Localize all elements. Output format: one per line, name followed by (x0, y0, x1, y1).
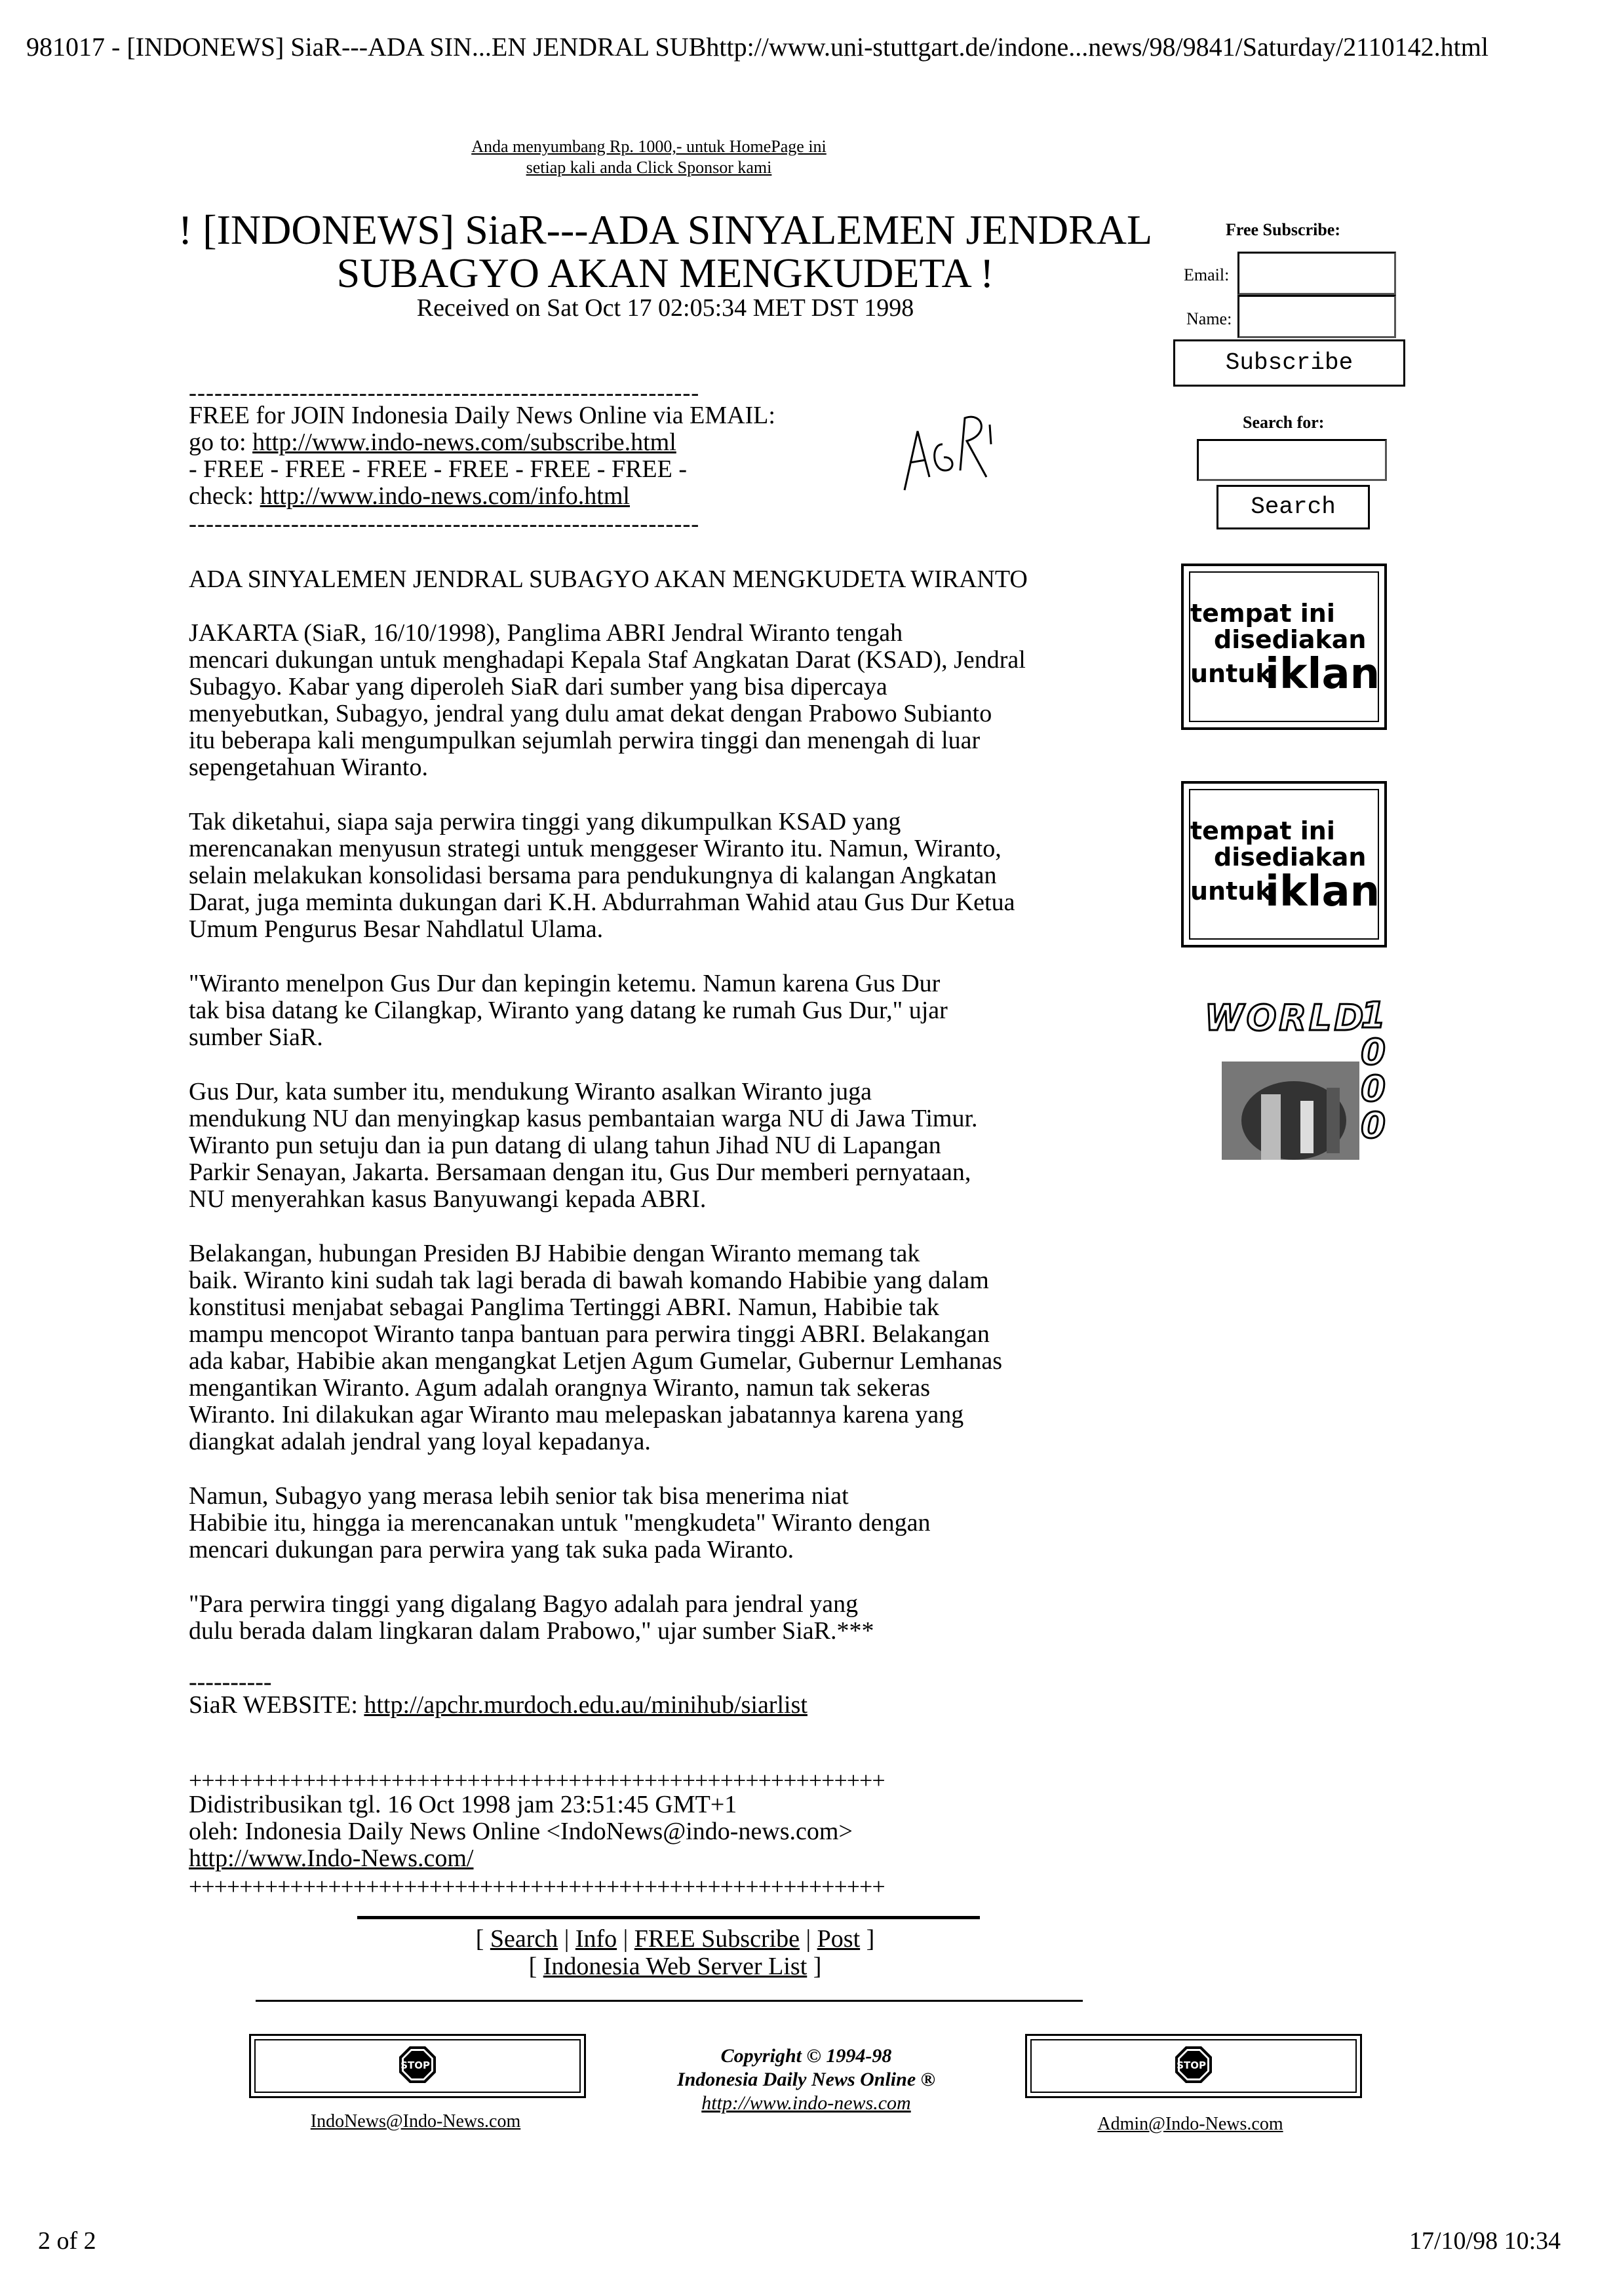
handwritten-annotation (891, 405, 996, 503)
stop-sign-icon (398, 2045, 437, 2084)
email-field[interactable] (1237, 252, 1396, 295)
article-paragraph-4: Gus Dur, kata sumber itu, mendukung Wiranto asalkan Wiranto juga mendukung NU dan menyingkap kasus pembantaian warga NU di Jawa Timur. Wiranto pun setuju dan ia pun datang di ulang tahun Jihad NU di Lapangan Parkir Senayan, Jakarta. Bersamaan dengan itu, Gus Dur memberi pernyataan, NU menyerahkan kasus Banyuwangi kepada ABRI. (189, 1078, 978, 1213)
free-join-notice (189, 402, 775, 510)
print-page-number: 2 of 2 (38, 2227, 96, 2255)
ad-text-line2: disediakan (1214, 843, 1367, 871)
search-button[interactable]: Search (1216, 485, 1370, 529)
article-paragraph-1: JAKARTA (SiaR, 16/10/1998), Panglima ABRI Jendral Wiranto tengah mencari dukungan untuk menghadapi Kepala Staf Angkatan Darat (KSAD), Jendral Subagyo. Kabar yang diperoleh SiaR dari sumber yang bisa dipercaya menyebutkan, Subagyo, jendral yang dulu amat dekat dengan Prabowo Subianto itu beberapa kali mengumpulkan sejumlah perwira tinggi dan menengah di luar sepengetahuan Wiranto. (189, 619, 1026, 781)
article-headline: ADA SINYALEMEN JENDRAL SUBAGYO AKAN MENGKUDETA WIRANTO (189, 565, 1028, 593)
free-join-line: FREE for JOIN Indonesia Daily News Online via EMAIL: (189, 402, 775, 429)
subscribe-url-link[interactable]: http://www.indo-news.com/subscribe.html (252, 429, 676, 456)
email-label: Email: (1184, 265, 1230, 284)
contact-box-right[interactable] (1025, 2034, 1362, 2098)
nav-search-link[interactable]: Search (490, 1925, 558, 1953)
ad-banner-1[interactable] (1181, 564, 1387, 730)
nav-rule-bottom (256, 2000, 1083, 2002)
free-subscribe-label: Free Subscribe: (1226, 220, 1340, 239)
article-body (189, 620, 1159, 1719)
ad-text-line1: tempat ini (1190, 816, 1335, 845)
name-field[interactable] (1237, 295, 1396, 338)
goto-label: go to: (189, 429, 253, 456)
world-1000-banner[interactable] (1202, 989, 1392, 1166)
nav-post-link[interactable]: Post (817, 1925, 861, 1953)
page-title-line2: SUBAGYO AKAN MENGKUDETA ! (336, 250, 994, 296)
copyright-url-link[interactable]: http://www.indo-news.com (701, 2092, 911, 2114)
sponsor-notice[interactable] (452, 136, 846, 178)
ad-text-line4: iklan (1265, 650, 1380, 698)
stop-sign-label: STOP! (400, 2059, 435, 2071)
copyright-line1: Copyright © 1994-98 (720, 2045, 892, 2067)
print-datetime: 17/10/98 10:34 (1409, 2227, 1561, 2255)
info-url-link[interactable]: http://www.indo-news.com/info.html (260, 482, 630, 510)
siar-website-link[interactable]: http://apchr.murdoch.edu.au/minihub/siarlist (364, 1691, 808, 1719)
sponsor-link-line2[interactable]: setiap kali anda Click Sponsor kami (526, 158, 772, 177)
ad-text-line3: untuk (1190, 877, 1272, 906)
copyright-line2: Indonesia Daily News Online ® (676, 2069, 936, 2090)
contact-box-left[interactable] (249, 2034, 586, 2098)
plus-divider-bottom: +++++++++++++++++++++++++++++++++++++++++++++++++++++++ (189, 1873, 885, 1900)
check-label: check: (189, 482, 260, 510)
copyright-notice (649, 2044, 963, 2115)
admin-email-link[interactable]: Admin@Indo-News.com (1097, 2114, 1283, 2134)
article-paragraph-2: Tak diketahui, siapa saja perwira tinggi yang dikumpulkan KSAD yang merencanakan menyusun strategi untuk menggeser Wiranto itu. Namun, Wiranto, selain melakukan konsolidasi bersama para pendukungnya di kalangan Angkatan Darat, juga meminta dukungan dari K.H. Abdurrahman Wahid atau Gus Dur Ketua Umum Pengurus Besar Nahdlatul Ulama. (189, 808, 1015, 943)
short-divider: ---------- (189, 1668, 272, 1696)
indonews-email-link[interactable]: IndoNews@Indo-News.com (310, 2111, 521, 2132)
distribution-sender: oleh: Indonesia Daily News Online <IndoNews@indo-news.com> (189, 1818, 853, 1845)
article-paragraph-7: "Para perwira tinggi yang digalang Bagyo adalah para jendral yang dulu berada dalam lingkaran dalam Prabowo," ujar sumber SiaR.*** (189, 1590, 874, 1645)
divider-dashes-top: ------------------------------------------------------------ (189, 379, 700, 406)
page-title-line1: ! [INDONEWS] SiaR---ADA SINYALEMEN JENDRAL (178, 206, 1153, 253)
nav-rule-top (357, 1916, 980, 1919)
world-banner-digits: 1 0 0 0 (1361, 995, 1386, 1146)
print-header: 981017 - [INDONEWS] SiaR---ADA SIN...EN JENDRAL SUBhttp://www.uni-stuttgart.de/indone...news/98/9841/Saturday/2110142.html (26, 32, 1489, 62)
search-for-label: Search for: (1243, 413, 1325, 432)
search-input[interactable] (1197, 439, 1387, 481)
ad-text-line1: tempat ini (1190, 599, 1335, 628)
nav-webserver-link[interactable]: Indonesia Web Server List (543, 1953, 808, 1980)
received-date: Received on Sat Oct 17 02:05:34 MET DST 1998 (416, 294, 914, 322)
plus-divider-top: +++++++++++++++++++++++++++++++++++++++++++++++++++++++ (189, 1767, 885, 1793)
footer-nav: [ Search | Info | FREE Subscribe | Post ] [ Indonesia Web Server List ] (475, 1925, 875, 1980)
subscribe-button[interactable]: Subscribe (1173, 339, 1405, 387)
ad-text-line3: untuk (1190, 659, 1272, 688)
distribution-info (189, 1791, 853, 1872)
free-repeat-line: - FREE - FREE - FREE - FREE - FREE - FREE - (189, 455, 687, 483)
stop-sign-icon (1174, 2045, 1213, 2084)
article-paragraph-6: Namun, Subagyo yang merasa lebih senior tak bisa menerima niat Habibie itu, hingga ia merencanakan untuk "mengkudeta" Wiranto dengan mencari dukungan para perwira yang tak suka pada Wiranto. (189, 1482, 931, 1563)
ad-text-line2: disediakan (1214, 625, 1367, 654)
name-label: Name: (1186, 309, 1232, 328)
stop-sign-label: STOP! (1177, 2059, 1211, 2071)
siar-website (189, 1692, 1159, 1719)
distribution-date: Didistribusikan tgl. 16 Oct 1998 jam 23:51:45 GMT+1 (189, 1791, 737, 1818)
ad-text-line4: iklan (1265, 868, 1380, 916)
world-banner-word: WORLD (1205, 997, 1367, 1039)
article-paragraph-5: Belakangan, hubungan Presiden BJ Habibie dengan Wiranto memang tak baik. Wiranto kini sudah tak lagi berada di bawah komando Habibie yang dalam konstitusi menjabat sebagai Panglima Tertinggi ABRI. Namun, Habibie tak mampu mencopot Wiranto tanpa bantuan para perwira tinggi ABRI. Belakangan ada kabar, Habibie akan mengangkat Letjen Agum Gumelar, Gubernur Lemhanas mengantikan Wiranto. Agum adalah orangnya Wiranto, namun tak sekeras Wiranto. Ini dilakukan agar Wiranto mau melepaskan jabatannya karena yang diangkat adalah jendral yang loyal kepadanya. (189, 1240, 1002, 1455)
article-paragraph-3: "Wiranto menelpon Gus Dur dan kepingin ketemu. Namun karena Gus Dur tak bisa datang ke Cilangkap, Wiranto yang datang ke rumah Gus Dur," ujar sumber SiaR. (189, 970, 948, 1051)
siar-website-label: SiaR WEBSITE: (189, 1691, 364, 1719)
indonews-home-link[interactable]: http://www.Indo-News.com/ (189, 1845, 474, 1872)
ad-banner-2[interactable] (1181, 781, 1387, 947)
page-title (177, 208, 1154, 295)
sponsor-link-line1[interactable]: Anda menyumbang Rp. 1000,- untuk HomePage ini (471, 137, 827, 156)
nav-subscribe-link[interactable]: FREE Subscribe (634, 1925, 800, 1953)
divider-dashes-bottom: ------------------------------------------------------------ (189, 510, 700, 537)
nav-info-link[interactable]: Info (575, 1925, 617, 1953)
